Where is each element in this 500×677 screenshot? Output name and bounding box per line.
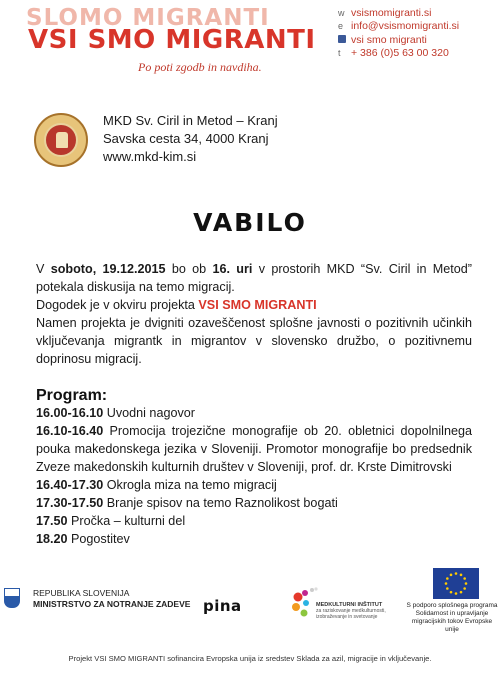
contact-web xyxy=(338,6,498,20)
phone-icon: t xyxy=(338,48,341,59)
invitation-body xyxy=(36,260,472,368)
eu-star-icon xyxy=(445,582,448,585)
contact-facebook xyxy=(338,33,498,47)
program-item: 18.20 Pogostitev xyxy=(36,532,130,546)
eu-star-icon xyxy=(460,591,463,594)
eu-star-icon xyxy=(455,572,458,575)
contact-phone xyxy=(338,47,498,61)
association-address: Savska cesta 34, 4000 Kranj xyxy=(103,131,269,146)
intro-paragraph-3: Namen projekta je dvigniti ozaveščenost splošne javnosti o pozitivnih učinkih vključevanja migrantk in migrantov v slovensko družbo, o pozitivnemu doprinosu migracij. xyxy=(36,316,472,366)
logo-tagline: Po poti zgodb in navdiha. xyxy=(138,60,262,74)
ministry-logo: REPUBLIKA SLOVENIJA MINISTRSTVO ZA NOTRANJE ZADEVE xyxy=(33,588,191,609)
program-item: 16.40-17.30 Okrogla miza na temo migracij xyxy=(36,478,277,492)
eu-star-icon xyxy=(450,591,453,594)
email-icon: e xyxy=(338,21,344,32)
eu-flag-icon xyxy=(433,568,479,599)
contact-block xyxy=(338,6,498,60)
program-item: 16.10-16.40 Promocija trojezične monografije ob 20. obletnici dopolnilnega pouka makedonskega jezika v Sloveniji. Promotor monografije bo predsednik Zveze makedonskih kulturnih društev v Sloveniji, prof. dr. Krste Dimitrovski xyxy=(36,424,472,474)
contact-email xyxy=(338,20,498,34)
web-link[interactable]: vsismomigranti.si xyxy=(351,6,432,19)
phone-number: + 386 (0)5 63 00 320 xyxy=(351,47,449,60)
program-item: 17.30-17.50 Branje spisov na temo Raznolikost bogati xyxy=(36,496,338,510)
intro-paragraph-1: V soboto, 19.12.2015 bo ob 16. uri v prostorih MKD “Sv. Ciril in Metod” potekala diskusija na temo migracij. xyxy=(36,262,472,294)
association-website[interactable]: www.mkd-kim.si xyxy=(103,149,197,164)
program-item: 16.00-16.10 Uvodni nagovor xyxy=(36,406,195,420)
association-info xyxy=(103,112,278,166)
footer-note: Projekt VSI SMO MIGRANTI sofinancira Evropska unija iz sredstev Sklada za azil, migracije in vključevanje. xyxy=(68,654,432,663)
eu-star-icon xyxy=(463,577,466,580)
pina-logo: pina xyxy=(203,597,242,615)
eu-star-icon xyxy=(446,587,449,590)
email-link[interactable]: info@vsismomigranti.si xyxy=(351,20,460,33)
eu-star-icon xyxy=(460,574,463,577)
project-name: VSI SMO MIGRANTI xyxy=(198,298,317,312)
event-date: soboto, 19.12.2015 xyxy=(50,262,166,276)
eu-support-text: S podporo splošnega programa Solidarnost in upravljanje migracijskih tokov Evropske unije xyxy=(406,602,498,633)
event-time: 16. uri xyxy=(212,262,253,276)
program-item: 17.50 Pročka – kulturni del xyxy=(36,514,186,528)
eu-star-icon xyxy=(465,582,468,585)
intro-paragraph-2: Dogodek je v okviru projekta VSI SMO MIGRANTI xyxy=(36,298,317,312)
association-seal-icon xyxy=(34,113,88,167)
page-title: VABILO xyxy=(193,208,307,237)
eu-star-icon xyxy=(463,587,466,590)
web-icon: w xyxy=(338,7,345,18)
project-logo xyxy=(26,5,316,84)
logo-main-text: VSI SMO MIGRANTI xyxy=(28,25,316,55)
eu-star-icon xyxy=(446,577,449,580)
program-heading: Program: xyxy=(36,387,108,404)
slovenia-crest-icon xyxy=(4,588,20,608)
facebook-link[interactable]: vsi smo migranti xyxy=(351,33,427,46)
facebook-icon xyxy=(338,35,351,45)
intercultural-institute-text: MEDKULTURNI INŠTITUT za raziskovanje medkulturnosti, izobraževanje in svetovanje xyxy=(316,602,386,620)
association-name: MKD Sv. Ciril in Metod – Kranj xyxy=(103,113,278,128)
program-list xyxy=(36,404,472,548)
logo-background-text: SLOMO MIGRANTI xyxy=(26,5,270,31)
eu-star-icon xyxy=(455,592,458,595)
eu-star-icon xyxy=(450,574,453,577)
